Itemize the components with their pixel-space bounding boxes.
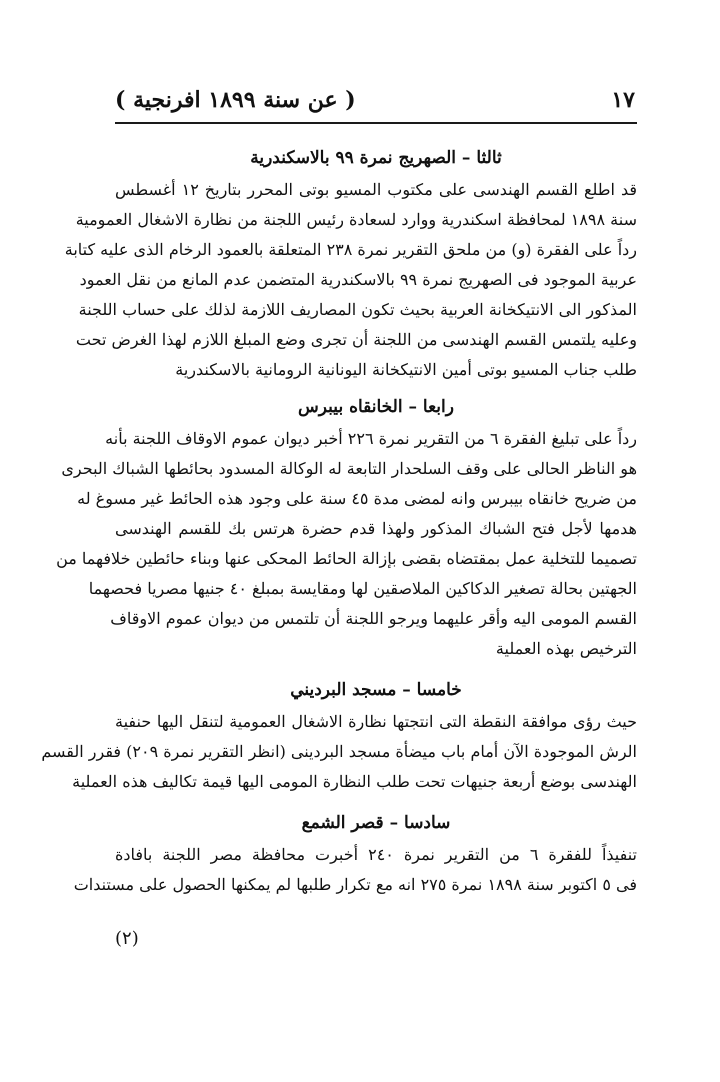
text-line: سنة ١٨٩٨ لمحافظة اسكندرية ووارد لسعادة رئيس اللجنة من نظارة الاشغال العمومية bbox=[75, 210, 637, 229]
text-line: حيث رؤى موافقة النقطة التى انتجتها نظارة الاشغال العمومية لتنقل اليها حنفية bbox=[115, 712, 637, 731]
text-line: تصميما للتخلية عمل بمقتضاه بقضى بإزالة الحائط المحكى عنها وبناء حائطين خلافهما من bbox=[56, 549, 637, 568]
text-line: الرش الموجودة الآن أمام باب ميضأة مسجد البردينى (انظر التقرير نمرة ٢٠٩) فقرر القسم bbox=[41, 742, 637, 761]
running-title: ( عن سنة ١٨٩٩ افرنجية ) bbox=[115, 87, 356, 113]
page-header bbox=[115, 82, 635, 118]
text-line: رداً على تبليغ الفقرة ٦ من التقرير نمرة ٢٢٦ أخبر ديوان عموم الاوقاف اللجنة بأنه bbox=[105, 429, 637, 448]
text-line: طلب جناب المسيو بوتى أمين الانتيكخانة اليونانية الرومانية بالاسكندرية bbox=[175, 360, 637, 379]
section-heading-6: سادسا – قصر الشمع bbox=[301, 813, 451, 833]
text-line: هو الناظر الحالى على وقف السلحدار التابعة له الوكالة المسدود بحائطها الشباك البحرى bbox=[61, 459, 637, 478]
text-line: هدمها لأجل فتح الشباك المذكور ولهذا قدم حضرة هرتس بك للقسم الهندسى bbox=[115, 519, 637, 538]
text-line: الجهتين بحالة تصغير الدكاكين الملاصقين لها ومقايسة بمبلغ ٤٠ جنيها مصريا فحصهما bbox=[88, 579, 637, 598]
section-heading-4: رابعا – الخانقاه بيبرس bbox=[298, 397, 454, 417]
header-rule bbox=[115, 122, 637, 124]
text-line: المذكور الى الانتيكخانة العربية بحيث تكون المصاريف اللازمة لذلك على حساب اللجنة bbox=[78, 300, 637, 319]
text-line: عربية الموجود فى الصهريج نمرة ٩٩ بالاسكندرية المتضمن عدم المانع من نقل العمود bbox=[79, 270, 637, 289]
section-heading-5: خامسا – مسجد البرديني bbox=[290, 680, 462, 700]
text-line: قد اطلع القسم الهندسى على مكتوب المسيو بوتى المحرر بتاريخ ١٢ أغسطس bbox=[115, 180, 638, 199]
text-line: فى ٥ اكتوبر سنة ١٨٩٨ نمرة ٢٧٥ انه مع تكرار طلبها لم يمكنها الحصول على مستندات bbox=[73, 875, 637, 894]
section-heading-3: ثالثا – الصهريج نمرة ٩٩ بالاسكندرية bbox=[250, 148, 502, 168]
text-line: القسم المومى اليه وأقر عليهما ويرجو اللجنة أن تلتمس من ديوان عموم الاوقاف bbox=[110, 609, 637, 628]
page-number: ١٧ bbox=[611, 87, 635, 113]
text-line: الهندسى بوضع أربعة جنيهات تحت طلب النظارة المومى اليها قيمة تكاليف هذه العملية bbox=[72, 772, 637, 791]
text-line: وعليه يلتمس القسم الهندسى من اللجنة أن تجرى وضع المبلغ اللازم لهذا الغرض تحت bbox=[75, 330, 637, 349]
signature-mark: (٢) bbox=[115, 928, 139, 949]
text-line: من ضريح خانقاه بيبرس وانه لمضى مدة ٤٥ سنة على وجود هذه الحائط غير مسوغ له bbox=[77, 489, 637, 508]
text-line: رداً على الفقرة (و) من ملحق التقرير نمرة ٢٣٨ المتعلقة بالعمود الرخام الذى عليه كتابة bbox=[64, 240, 637, 259]
text-line: تنفيذاً للفقرة ٦ من التقرير نمرة ٢٤٠ أخبرت محافظة مصر اللجنة بافادة bbox=[115, 845, 638, 864]
text-line: الترخيص بهذه العملية bbox=[495, 639, 637, 658]
